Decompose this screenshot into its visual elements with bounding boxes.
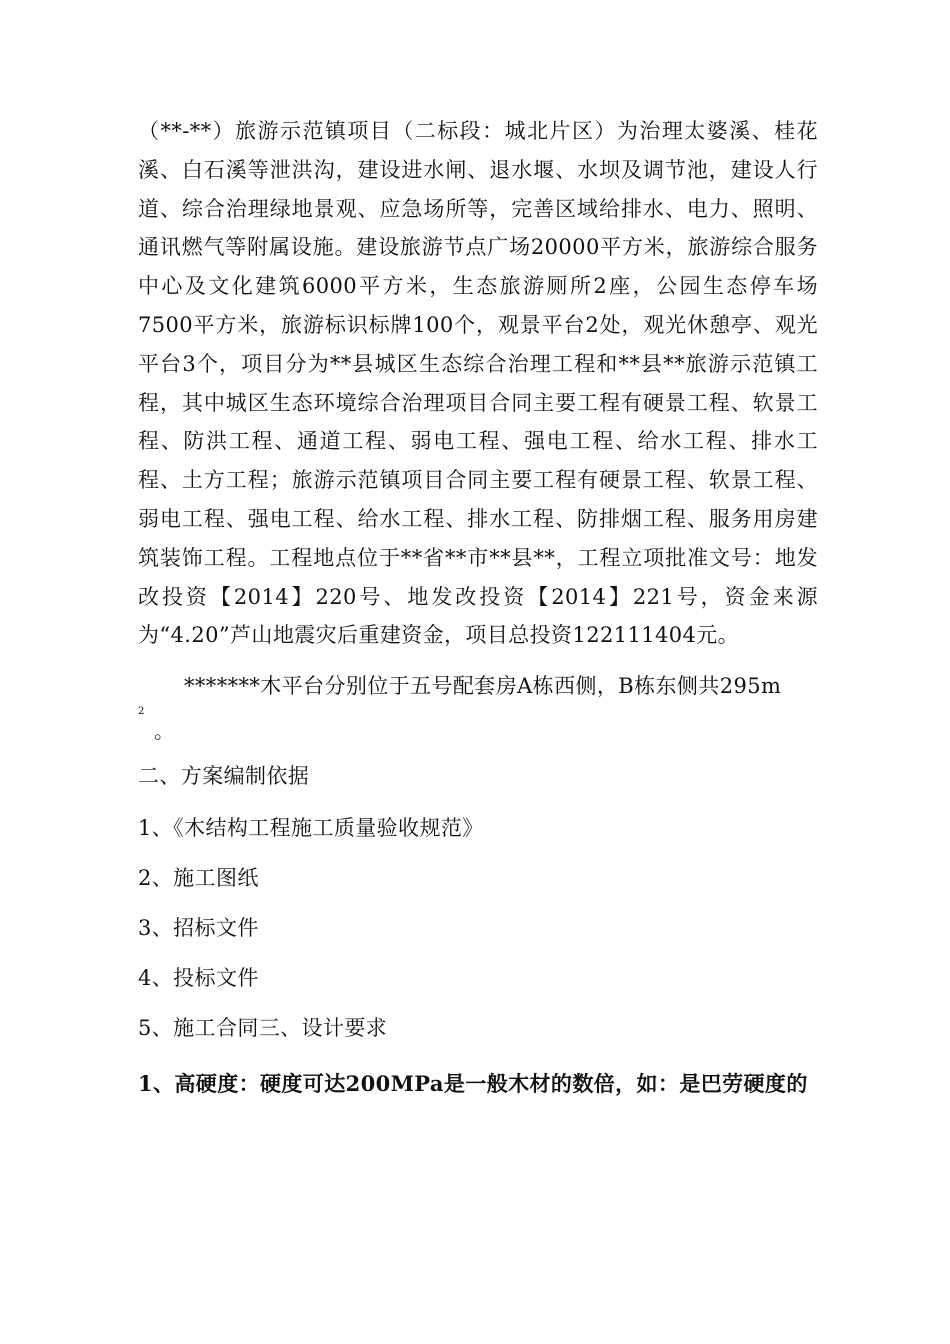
document-page (138, 112, 818, 1097)
paragraph-end-mark: 。 (154, 719, 174, 744)
area-superscript: 2 (138, 706, 145, 718)
list-item: 1、《木结构工程施工质量验收规范》 (138, 816, 484, 841)
list-item: 3、招标文件 (138, 916, 259, 941)
design-requirement-item: 1、高硬度：硬度可达200MPa是一般木材的数倍，如：是巴劳硬度的 (138, 1071, 808, 1097)
list-item: 4、投标文件 (138, 966, 259, 991)
project-overview-paragraph: （**-**）旅游示范镇项目（二标段：城北片区）为治理太婆溪、桂花溪、白石溪等泄洪沟，建设进水闸、退水堰、水坝及调节池，建设人行道、综合治理绿地景观、应急场所等，完善区域给排水、电力、照明、通讯燃气等附属设施。建设旅游节点广场20000平方米，旅游综合服务中心及文化建筑6000平方米，生态旅游厕所2座，公园生态停车场7500平方米，旅游标识标牌100个，观景平台2处，观光休憩亭、观光平台3个，项目分为**县城区生态综合治理工程和**县**旅游示范镇工程，其中城区生态环境综合治理项目合同主要工程有硬景工程、软景工程、防洪工程、通道工程、弱电工程、强电工程、给水工程、排水工程、土方工程；旅游示范镇项目合同主要工程有硬景工程、软景工程、弱电工程、强电工程、给水工程、排水工程、防排烟工程、服务用房建筑装饰工程。工程地点位于**省**市**县**，工程立项批准文号：地发改投资【2014】220号、地发改投资【2014】221号，资金来源为“4.20”芦山地震灾后重建资金，项目总投资122111404元。 (138, 119, 818, 648)
wood-platform-paragraph: *******木平台分别位于五号配套房A栋西侧，B栋东侧共295m (184, 674, 782, 699)
section-heading-basis: 二、方案编制依据 (138, 764, 310, 789)
list-item: 5、施工合同三、设计要求 (138, 1016, 388, 1041)
list-item: 2、施工图纸 (138, 866, 259, 891)
